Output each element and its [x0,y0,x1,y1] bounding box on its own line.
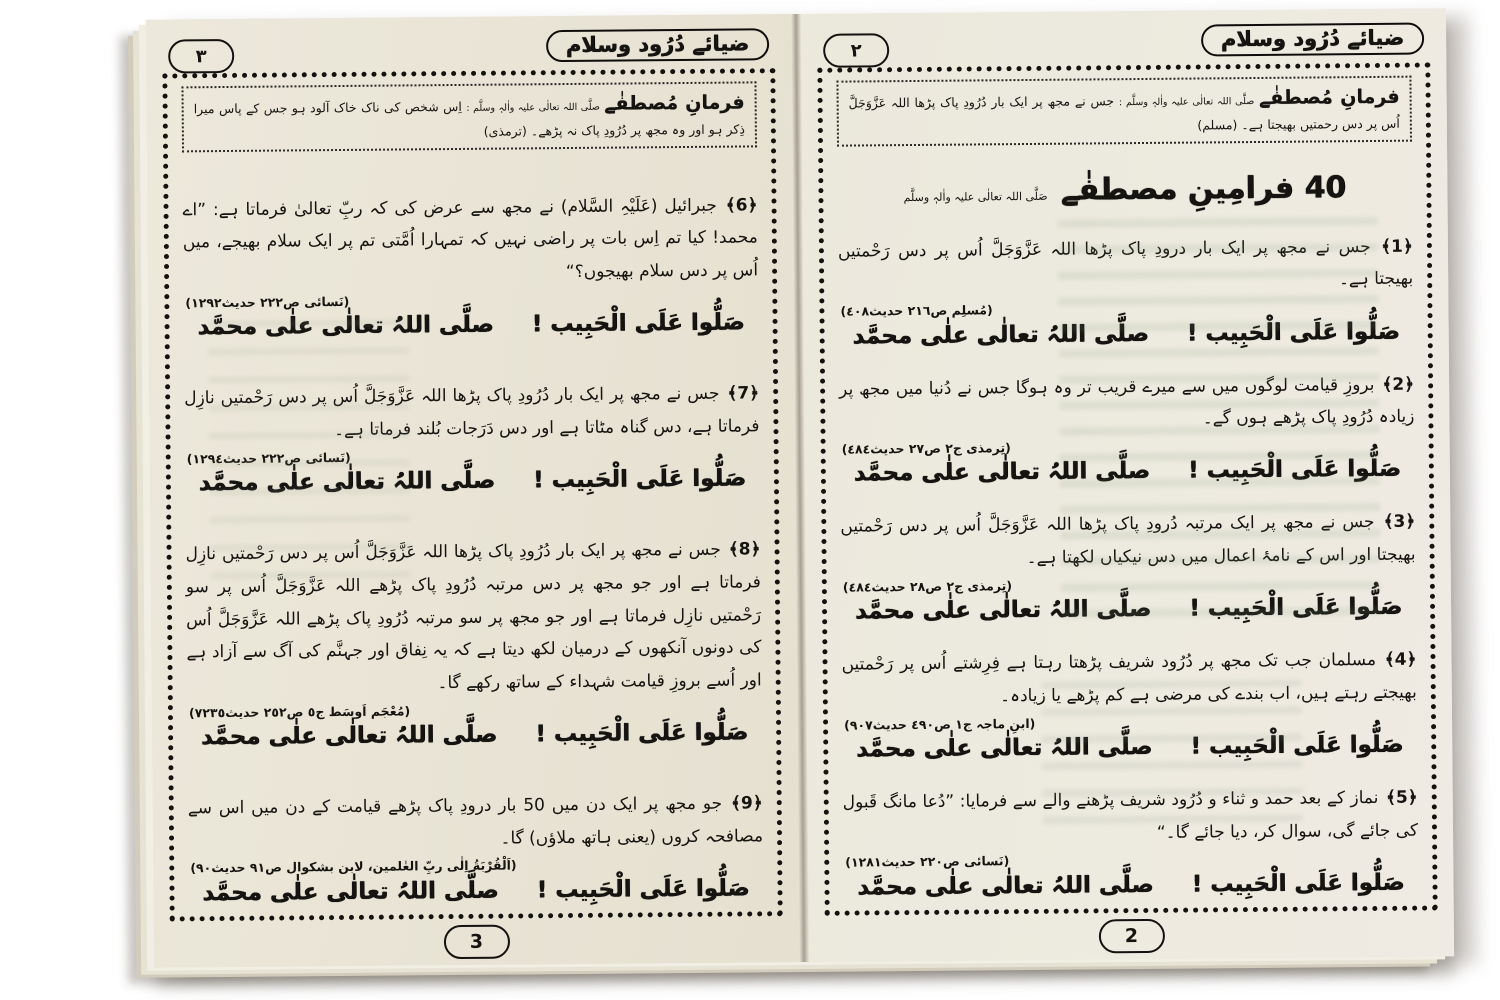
farman-heading: فرمانِ مُصطفٰے [604,91,745,115]
page-number-badge-bottom [1098,919,1164,954]
farman-source: (مسلم) [1197,117,1238,133]
left-page-header [162,26,775,73]
left-page-content [162,68,782,921]
hadith-reference: (نَسائی ص٢٢٢ حدیث١٢٩٤) [186,449,351,466]
farman-text: جس نے مجھ پر ایک بار دُرُودِ پاک پڑھا اللہ عَزَّوَجَلَّ اُس پر دس رحمتیں بھیجتا ہے۔ [848,93,1400,133]
hadith-item-5 [843,782,1419,901]
item-number: ﴿8﴾ [728,539,761,560]
refrain-call: صَلُّوا عَلَی الْحَبِیب ! [535,719,749,748]
right-page-content [817,62,1437,915]
chapter-title-text: 40 فرامِینِ مصطفٰے [1060,169,1347,208]
hadith-reference: (نَسائی ص٢٢٢ حدیث١٢٩٢) [185,293,350,311]
hadith-text [843,782,1419,852]
page-number-badge-bottom [443,925,509,960]
item-body: جس نے مجھ پر ایک بار درودِ پاک پڑھا اللہ عَزَّوَجَلَّ اُس پر دس رَحْمتیں بھیجتا ہے۔ [837,236,1414,290]
refrain-response: صلَّی اللہُ تعالٰی علٰی محمَّد [857,871,1154,901]
page-number-badge-top [168,39,234,74]
hadith-reference: (مُسلِم ص٢١٦ حدیث٤٠٨) [840,302,993,319]
durood-refrain [841,594,1416,625]
durood-refrain [839,318,1414,349]
hadith-item-3 [840,506,1416,625]
hadith-reference: (تِرمذی ج٢ ص٢٧ حدیث٤٨٤) [841,440,1011,457]
durood-refrain [842,732,1417,763]
item-body: جس نے مجھ پر ایک مرتبہ دُرودِ پاک پڑھا اللہ عَزَّوَجَلَّ اُس پر دس رَحْمتیں بھیجتا اور اس کے نامۂ اعمال میں دس نیکیاں لکھتا ہے۔ [840,512,1416,569]
durood-refrain [187,719,762,750]
refrain-call: صَلُّوا عَلَی الْحَبِیب ! [536,875,750,904]
item-number: ﴿9﴾ [730,793,763,814]
hadith-item-9 [188,788,764,907]
item-body: جس نے مجھ پر ایک بار دُرُودِ پاک پڑھا اللہ عَزَّوَجَلَّ اُس پر دس رَحْمتیں نازِل فرماتا ہے اور جو مجھ پر دس مرتبہ دُرُودِ پاک پڑھے اللہ عَزَّوَجَلَّ اُس پر سو رَحْمتیں نازِل فرماتا ہے اور جو مجھ پر سو مرتبہ دُرُودِ پاک پڑھے اللہ عَزَّوَجَلَّ اُس کی دونوں آنکھوں کے درمیان لکھ دیتا ہے کہ یہ نِفاق اور جہنَّم کی آگ سے آزاد ہے اور اُسے بروزِ قیامت شہداء کے ساتھ رکھے گا۔ [185,540,762,694]
item-number: ﴿6﴾ [725,195,758,216]
hadith-text [185,534,761,702]
item-number: ﴿5﴾ [1385,787,1418,809]
hadith-reference: (اَلْقُرْبَةُ اِلٰی ربِّ العٰلمین، لابن بشکوال ص٩١ حدیث٩٠) [190,857,517,876]
hadith-text [838,230,1414,300]
item-number: ﴿1﴾ [1381,236,1414,257]
durood-refrain [188,875,763,906]
farman-heading: فرمانِ مُصطفٰے [1258,85,1400,109]
durood-refrain [183,310,758,341]
book-title-banner [1201,23,1425,57]
refrain-call: صَلُّوا عَلَی الْحَبِیب ! [1189,593,1403,622]
durood-refrain [840,456,1415,487]
farman-text: اِس شخص کی ناک خاک آلود ہو جس کے پاس میرا ذِکر ہو اور وہ مجھ پر دُرُودِ پاک نہ پڑھے۔ [193,98,745,139]
durood-refrain [185,465,760,496]
page-number: 2 [1124,925,1139,948]
left-page-footer [170,916,783,961]
durood-refrain [843,870,1418,901]
hadith-text [840,506,1416,576]
refrain-response: صلَّی اللہُ تعالٰی علٰی محمَّد [202,877,499,907]
refrain-call: صَلُّوا عَلَی الْحَبِیب ! [1186,318,1400,347]
page-number-badge-top [823,33,889,68]
hadith-reference: (ابنِ ماجہ ج١ ص٤٩٠ حدیث٩٠٧) [844,715,1036,733]
open-book-spread [146,8,1454,967]
hadith-text [184,378,760,448]
item-body: جبرائیل (عَلَیْہِ السَّلام) نے مجھ سے عرض کی کہ ربِّ تعالیٰ فرماتا ہے: ”اے محمد! کیا تم اِس بات پر راضی نہیں کہ تمہارا اُمَّتی تم پر ایک سلام بھیجے، میں اُس پر دس سلام بھیجوں؟“ [182,195,759,283]
page-number-urdu: ۳ [195,45,207,67]
refrain-response: صلَّی اللہُ تعالٰی علٰی محمَّد [200,721,498,751]
hadith-item-2 [839,368,1415,487]
item-body: جس نے مجھ پر ایک بار دُرُودِ پاک پڑھا اللہ عَزَّوَجَلَّ اُس پر دس رَحْمتیں نازِل فرماتا ہے، دس گناہ مٹاتا ہے اور دس دَرَجات بُلند فرماتا ہے۔ [184,384,760,441]
book-page-right [801,8,1454,962]
book-title-banner [546,28,770,62]
hadith-item-4 [841,644,1417,763]
item-body: نماز کے بعد حمد و ثناء و دُرُود شریف پڑھنے والے سے فرمایا: ”دُعا مانگ قَبول کی جائے گی، سوال کر، دیا جائے گا۔“ [842,788,1419,843]
refrain-call: صَلُّوا عَلَی الْحَبِیب ! [1187,456,1402,484]
hadith-reference: (مُعْجَم اَوسَط ج٥ ص٢٥٢ حدیث٧٢٣٥) [188,702,411,720]
book-title-text: ضیائے دُرُود وسلام [1220,25,1405,52]
hadith-item-7 [184,378,760,497]
item-number: ﴿7﴾ [727,383,760,405]
hadith-item-8 [185,534,762,751]
farman-mustafa-box [836,76,1412,147]
page-number: 3 [469,930,484,953]
item-body: مسلمان جب تک مجھ پر دُرُود شریف پڑھتا رہتا ہے فِرِشتے اُس پر رَحْمتیں بھیجتے رہتے ہیں، اب بندے کی مرضی ہے کم پڑھے یا زیادہ۔ [841,650,1417,707]
hadith-text [839,368,1415,438]
refrain-response: صلَّی اللہُ تعالٰی علٰی محمَّد [855,734,1153,763]
item-number: ﴿2﴾ [1382,374,1415,395]
refrain-call: صَلُّوا عَلَی الْحَبِیب ! [531,309,745,338]
refrain-response: صلَّی اللہُ تعالٰی علٰی محمَّد [854,596,1152,625]
refrain-response: صلَّی اللہُ تعالٰی علٰی محمَّد [853,458,1151,487]
farman-mustafa-box [181,81,757,152]
refrain-response: صلَّی اللہُ تعالٰی علٰی محمَّد [852,320,1149,350]
refrain-call: صَلُّوا عَلَی الْحَبِیب ! [532,465,747,494]
item-body: بروزِ قیامت لوگوں میں سے میرے قریب تر وہ ہوگا جس نے دُنیا میں مجھ پر زیادہ دُرُودِ پاک پڑھے ہوں گے۔ [839,374,1415,429]
book-page-left [146,14,799,968]
hadith-reference: (تِرمذی ج٢ ص٢٨ حدیث٤٨٤) [842,577,1013,595]
refrain-response: صلَّی اللہُ تعالٰی علٰی محمَّد [197,311,494,341]
farman-honorific: صلَّی اللہ تعالٰی علیہ واٰلہٖ وسلَّم : [466,101,600,114]
item-body: جو مجھ پر ایک دن میں 50 بار درودِ پاک پڑھے قیامت کے دن میں اس سے مصافحہ کروں (یعنی ہاتھ ملاؤں) گا۔ [187,793,764,849]
right-page-header [817,20,1430,67]
item-number: ﴿4﴾ [1384,649,1417,671]
hadith-item-1 [838,230,1414,349]
farman-source: (ترمذی) [483,123,527,140]
hadith-reference: (نَسائی ص٢٢٠ حدیث١٢٨١) [845,853,1010,871]
hadith-text [188,788,764,858]
hadith-text [841,644,1417,714]
hadith-text [182,189,758,292]
page-number-urdu: ۲ [850,39,862,62]
item-number: ﴿3﴾ [1383,512,1416,533]
refrain-response: صلَّی اللہُ تعالٰی علٰی محمَّد [198,467,496,497]
farman-honorific: صلَّی اللہ تعالٰی علیہ واٰلہٖ وسلَّم : [1118,96,1255,109]
right-page-footer [825,910,1438,955]
refrain-call: صَلُّوا عَلَی الْحَبِیب ! [1190,731,1404,760]
chapter-title [837,169,1412,209]
book-title-text: ضیائے دُرُود وسلام [565,31,750,58]
chapter-title-honorific: صَلَّی اللہ تعالٰی علیہ واٰلہٖ وسلَّم [903,189,1048,204]
refrain-call: صَلُّوا عَلَی الْحَبِیب ! [1191,869,1405,898]
hadith-item-6 [182,189,758,340]
